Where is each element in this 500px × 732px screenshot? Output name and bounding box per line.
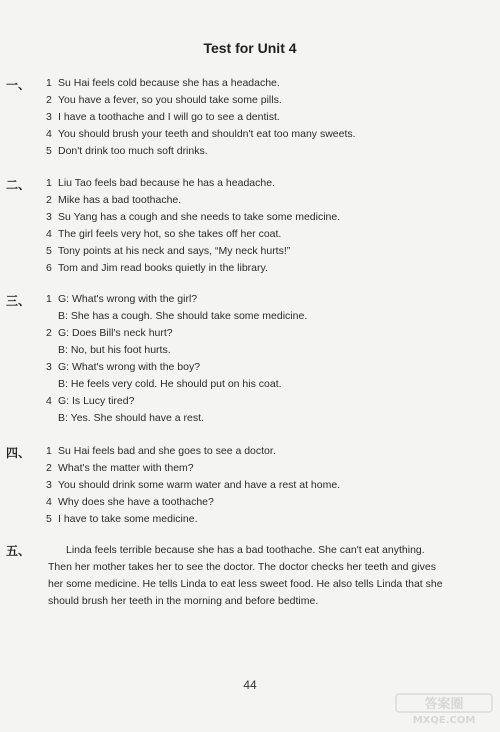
list-item: 5 Don't drink too much soft drinks. — [46, 145, 208, 157]
section-marker: 五、 — [6, 544, 31, 558]
list-item: 3 You should drink some warm water and have a rest at home. — [46, 479, 341, 491]
section-marker: 二、 — [6, 178, 31, 192]
list-item: 1 Su Hai feels cold because she has a headache. — [46, 77, 280, 89]
list-item: 3 I have a toothache and I will go to see a dentist. — [46, 111, 280, 123]
list-item: 2 G: Does Bill's neck hurt? — [46, 327, 173, 339]
section-marker: 一、 — [6, 78, 31, 92]
list-item: 2 What's the matter with them? — [46, 462, 194, 474]
section-marker: 三、 — [6, 294, 31, 308]
page-title: Test for Unit 4 — [203, 40, 297, 56]
watermark-bottom: MXQE.COM — [412, 715, 476, 726]
list-item: 2 Mike has a bad toothache. — [46, 194, 182, 206]
list-item: 4 The girl feels very hot, so she takes off her coat. — [46, 228, 282, 240]
page-number: 44 — [243, 678, 257, 692]
list-item: 5 Tony points at his neck and says, “My neck hurts!” — [46, 245, 291, 257]
list-item: 4 G: Is Lucy tired? — [46, 395, 135, 407]
list-item: B: He feels very cold. He should put on his coat. — [58, 378, 282, 390]
list-item: B: Yes. She should have a rest. — [58, 412, 204, 424]
list-item: 6 Tom and Jim read books quietly in the library. — [46, 262, 268, 274]
list-item: 1 Su Hai feels bad and she goes to see a doctor. — [46, 445, 276, 457]
list-item: 2 You have a fever, so you should take some pills. — [46, 94, 282, 106]
list-item: 5 I have to take some medicine. — [46, 513, 198, 525]
section-marker: 四、 — [6, 446, 31, 460]
watermark-top: 答案圈 — [424, 697, 464, 712]
list-item: B: She has a cough. She should take some medicine. — [58, 310, 308, 322]
list-item: 4 Why does she have a toothache? — [46, 496, 214, 508]
paragraph: Linda feels terrible because she has a bad toothache. She can't eat anything. Then her mother takes her to see the doctor. The doctor checks her teeth and gives her some medicine. He tells Linda to eat less sweet food. He also tells Linda that she should brush her teeth in the morning and before bedtime. — [48, 544, 443, 607]
list-item: 3 G: What's wrong with the boy? — [46, 361, 201, 373]
list-item: 1 Liu Tao feels bad because he has a headache. — [46, 177, 275, 189]
list-item: B: No, but his foot hurts. — [58, 344, 171, 356]
watermark-logo-icon — [394, 692, 494, 726]
list-item: 4 You should brush your teeth and shouldn't eat too many sweets. — [46, 128, 356, 140]
list-item: 3 Su Yang has a cough and she needs to take some medicine. — [46, 211, 341, 223]
list-item: 1 G: What's wrong with the girl? — [46, 293, 198, 305]
